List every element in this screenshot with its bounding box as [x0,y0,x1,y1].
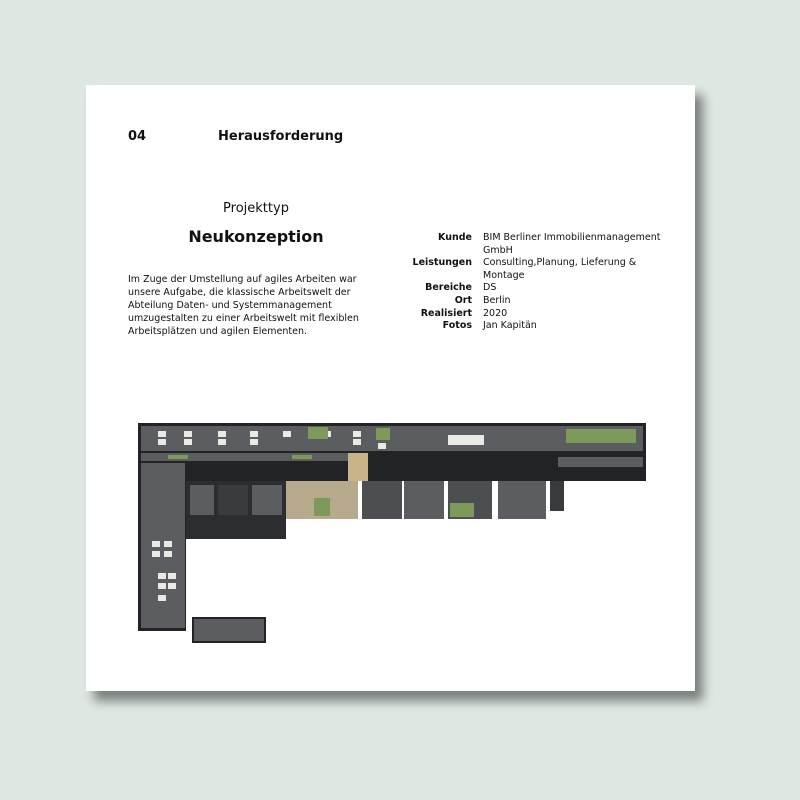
fact-row-realisiert [386,308,686,321]
page-number: 04 [128,129,147,144]
section-title: Herausforderung [218,129,344,144]
document-page [86,85,695,691]
fact-key: Kunde [438,232,472,243]
fact-row-ort [386,295,686,308]
fact-value: 2020 [483,307,508,319]
fact-value: Berlin [483,294,511,306]
fact-row-fotos [386,320,686,333]
fact-key: Bereiche [425,282,472,294]
fact-value: BIM Berliner Immobilienmanagement GmbH [483,232,661,256]
fact-row-bereiche [386,282,686,295]
fact-value: DS [483,282,497,294]
fact-value: Consulting,Planung, Lieferung & Montage [483,257,637,281]
fact-key: Leistungen [412,257,472,269]
project-type-label: Projekttyp [223,201,289,216]
floor-plan-image [138,423,648,643]
fact-row-leistungen [386,257,686,282]
fact-key: Realisiert [420,307,472,319]
project-type-value: Neukonzeption [188,227,324,246]
project-description: Im Zuge der Umstellung auf agiles Arbeiten war unsere Aufgabe, die klassische Arbeitswelt der Abteilung Daten- und Systemmanagement umzugestalten zu einer Arbeitswelt mit flexiblen Arbeitsplätzen und agilen Elementen. [128,274,359,337]
fact-key: Ort [454,294,472,306]
fact-value: Jan Kapitän [483,320,537,332]
fact-row-kunde [386,232,686,257]
project-facts [386,232,686,333]
fact-key: Fotos [442,320,472,332]
